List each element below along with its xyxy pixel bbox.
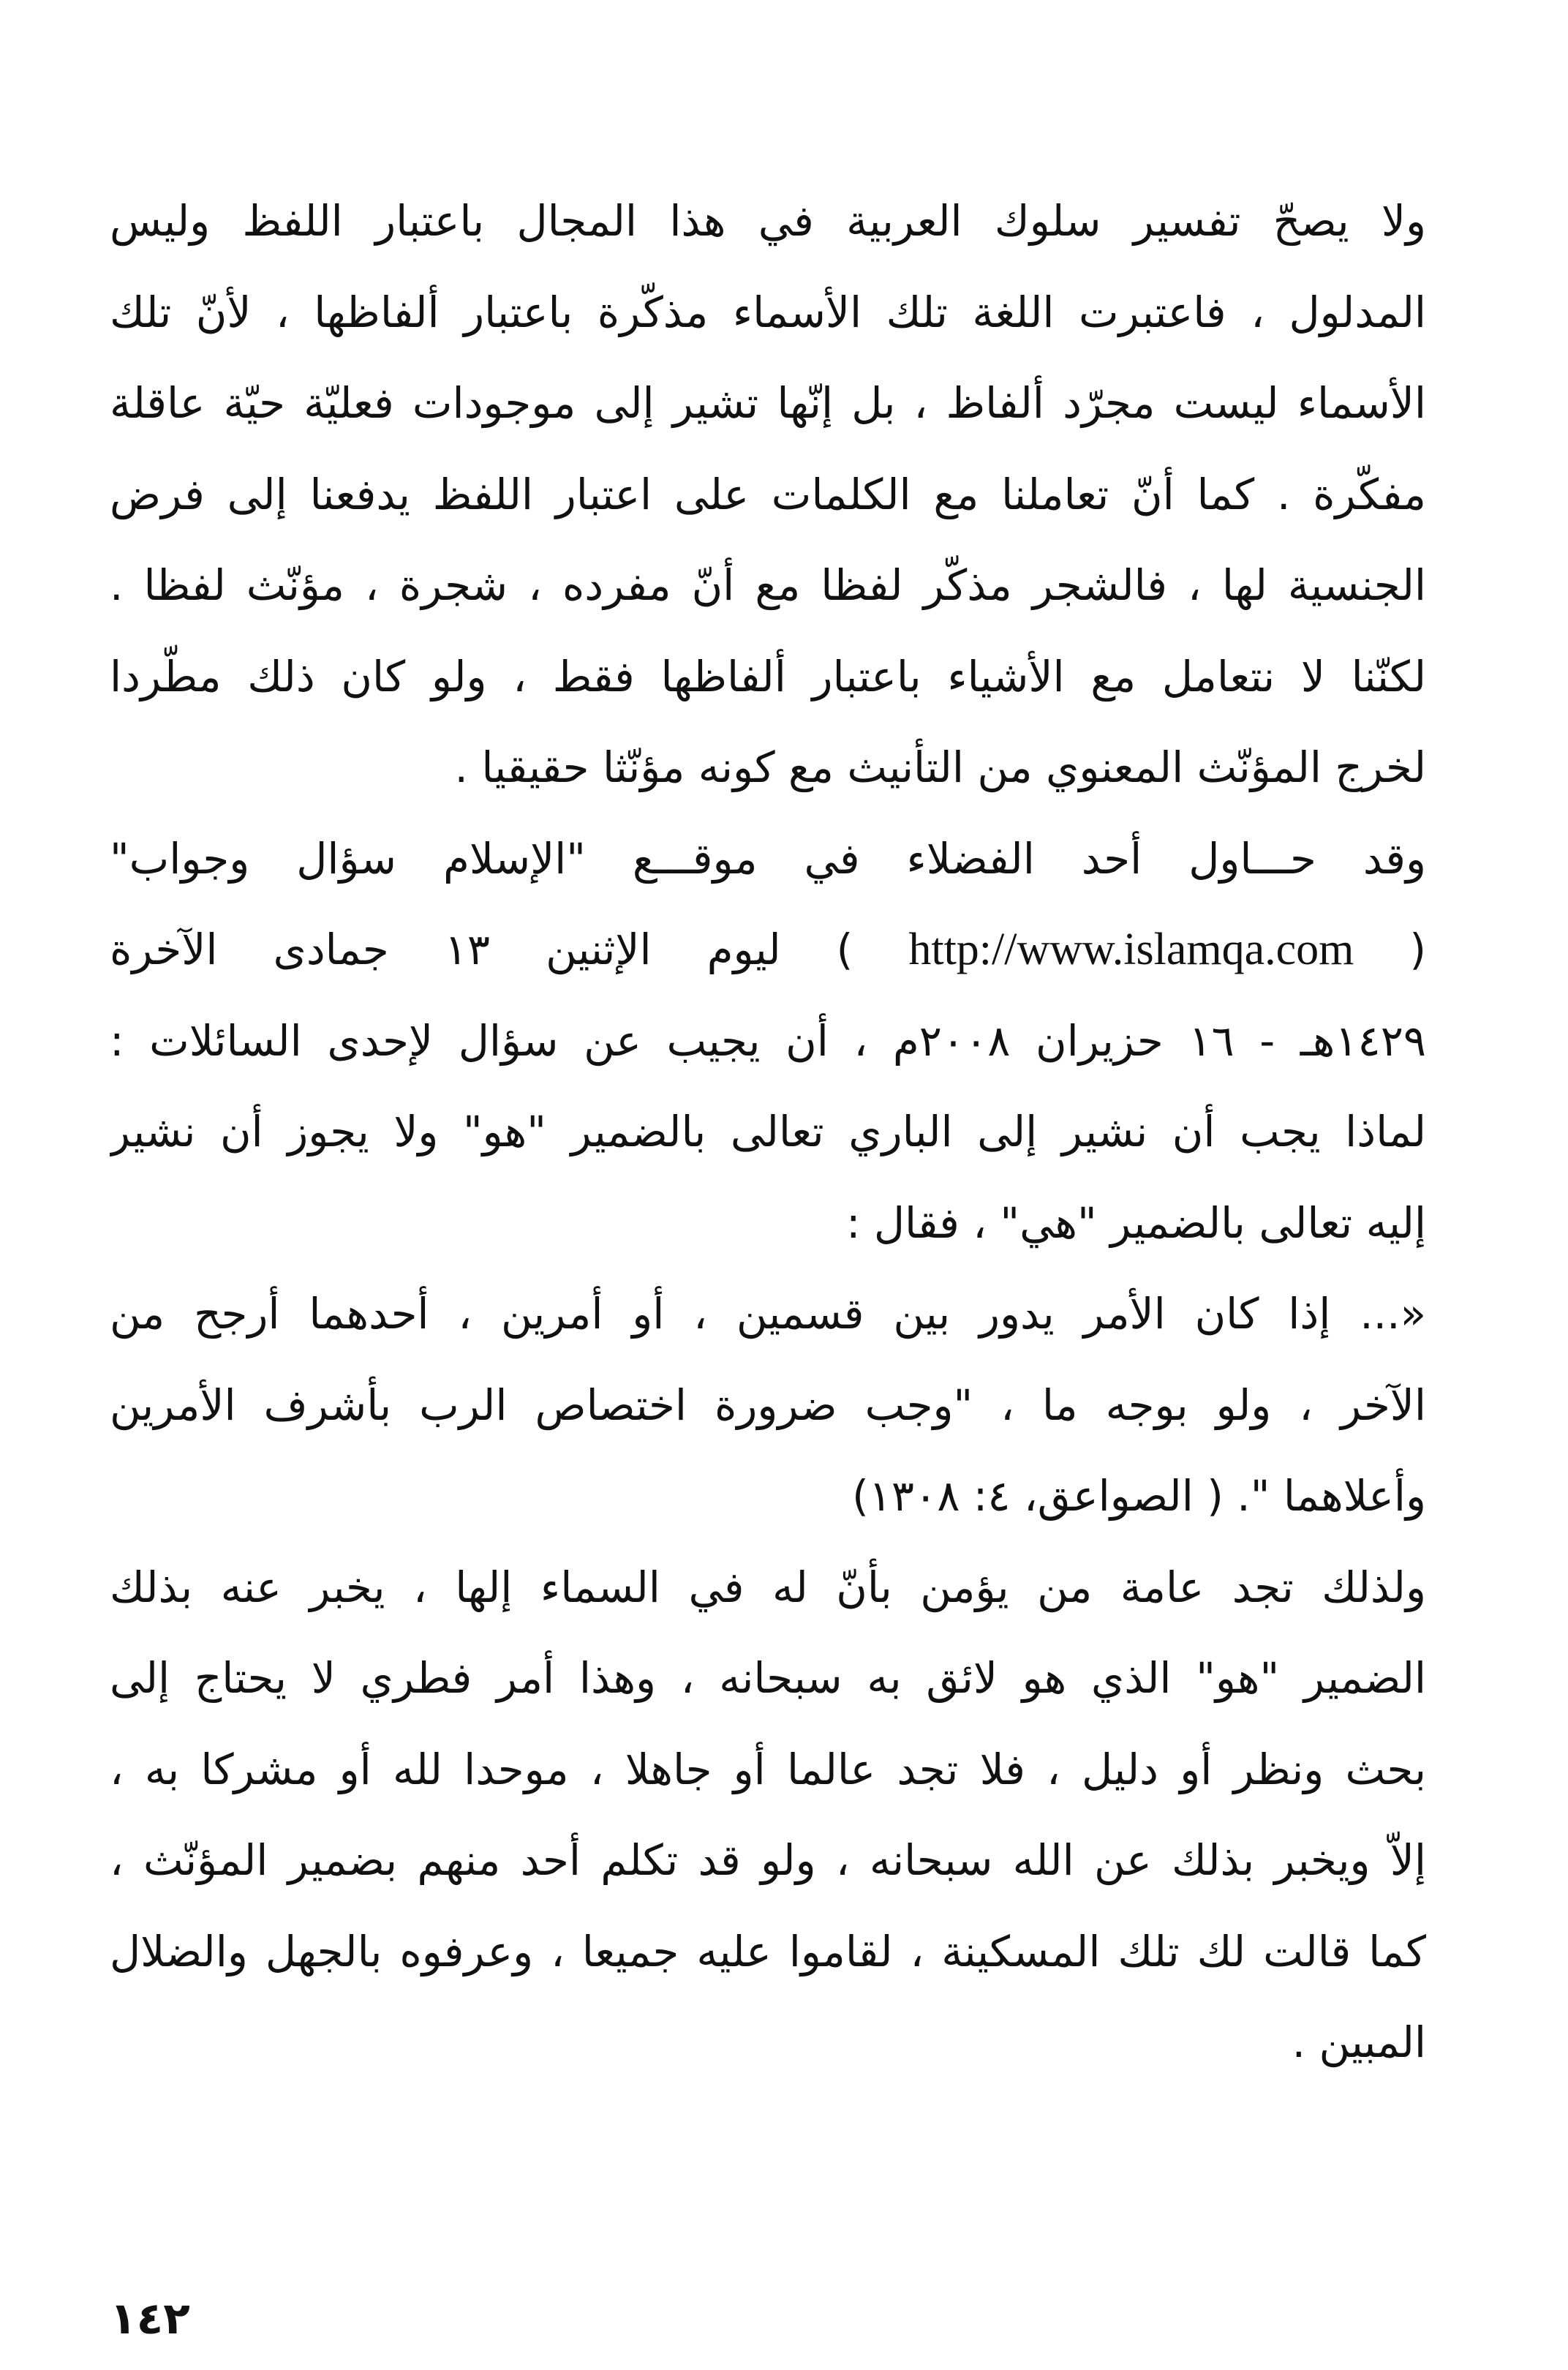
source-url: http://www.islamqa.com	[908, 925, 1354, 974]
page-number-text: ١٤٢	[110, 2293, 190, 2344]
text-line: وقد حـــاول أحد الفضلاء في موقـــع "الإسلام سؤال وجواب"	[110, 833, 1426, 884]
quote-line: وأعلاهما ". ( الصواعق، ٤: ١٣٠٨)	[852, 1471, 1426, 1521]
body-text	[110, 176, 1426, 2088]
text-line: الجنسية لها ، فالشجر مذكّر لفظا مع أنّ مفرده ، شجرة ، مؤنّث لفظا .	[110, 560, 1426, 610]
quote-line: «... إذا كان الأمر يدور بين قسمين ، أو أمرين ، أحدهما أرجح من	[110, 1289, 1426, 1339]
text-line: مفكّرة . كما أنّ تعاملنا مع الكلمات على اعتبار اللفظ يدفعنا إلى فرض	[110, 469, 1426, 519]
page-number	[110, 2290, 1426, 2348]
text-line: إلاّ ويخبر بذلك عن الله سبحانه ، ولو قد تكلم أحد منهم بضمير المؤنّث ،	[110, 1835, 1426, 1885]
url-line-rest: ) ليوم الإثنين ١٣ جمادى الآخرة	[110, 925, 853, 974]
text-line: ١٤٢٩هـ - ١٦ حزيران ٢٠٠٨م ، أن يجيب عن سؤال لإحدى السائلات :	[110, 1015, 1426, 1066]
text-line: الأسماء ليست مجرّد ألفاظ ، بل إنّها تشير إلى موجودات فعليّة حيّة عاقلة	[110, 378, 1426, 428]
text-line: إليه تعالى بالضمير "هي" ، فقال :	[845, 1197, 1426, 1248]
quote-line: الآخر ، ولو بوجه ما ، "وجب ضرورة اختصاص الرب بأشرف الأمرين	[110, 1380, 1426, 1430]
text-line: الضمير "هو" الذي هو لائق به سبحانه ، وهذا أمر فطري لا يحتاج إلى	[110, 1653, 1426, 1703]
text-line: لكنّنا لا نتعامل مع الأشياء باعتبار ألفاظها فقط ، ولو كان ذلك مطّردا	[110, 651, 1426, 701]
text-line: لخرج المؤنّث المعنوي من التأنيث مع كونه مؤنّثا حقيقيا .	[454, 742, 1426, 792]
text-line: المبين .	[1292, 2017, 1426, 2067]
text-line: ولذلك تجد عامة من يؤمن بأنّ له في السماء إلها ، يخبر عنه بذلك	[110, 1562, 1426, 1612]
text-line: ولا يصحّ تفسير سلوك العربية في هذا المجال باعتبار اللفظ وليس	[110, 196, 1426, 246]
url-line	[110, 904, 1426, 996]
text-line: المدلول ، فاعتبرت اللغة تلك الأسماء مذكّرة باعتبار ألفاظها ، لأنّ تلك	[110, 287, 1426, 337]
text-line: بحث ونظر أو دليل ، فلا تجد عالما أو جاهلا ، موحدا لله أو مشركا به ،	[110, 1744, 1426, 1794]
text-line: لماذا يجب أن نشير إلى الباري تعالى بالضمير "هو" ولا يجوز أن نشير	[110, 1107, 1426, 1156]
text-line: كما قالت لك تلك المسكينة ، لقاموا عليه جميعا ، وعرفوه بالجهل والضلال	[110, 1926, 1426, 1976]
url-open-paren: (	[1409, 925, 1426, 974]
